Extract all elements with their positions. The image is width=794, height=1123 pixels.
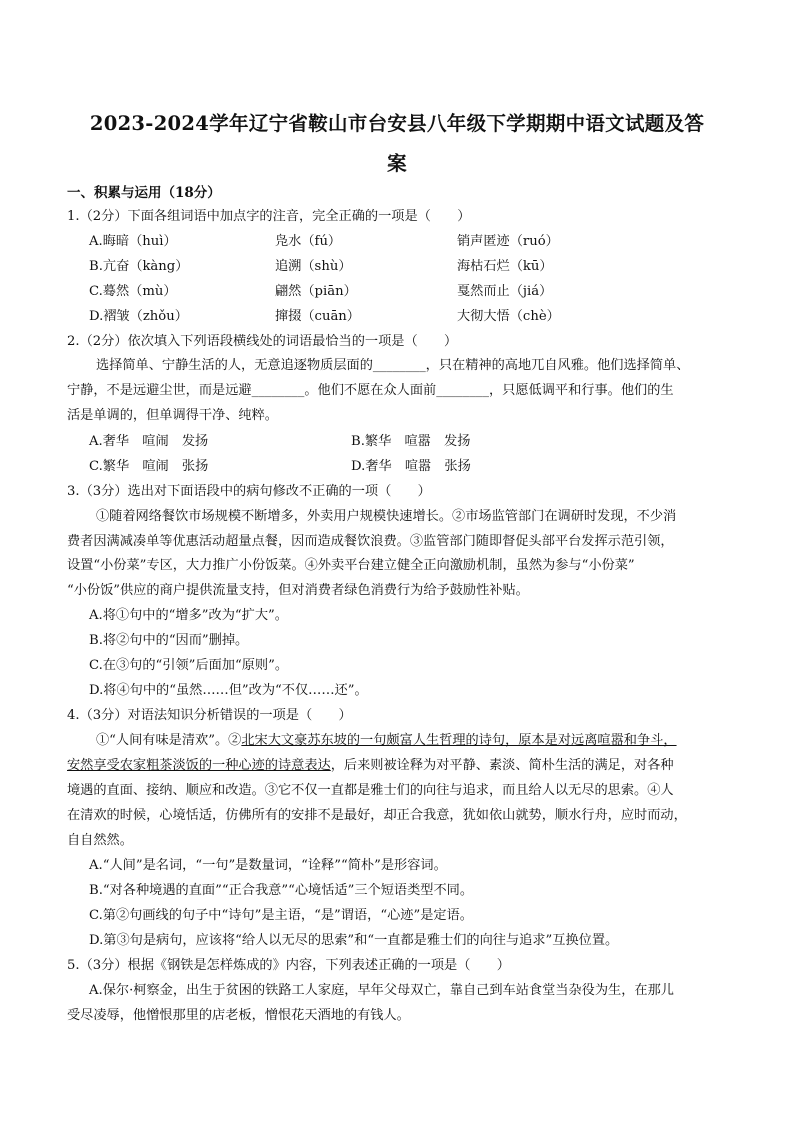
q1-option: C.蓦然（mù） [89,284,177,299]
q1-option: D.褶皱（zhǒu） [89,309,188,324]
q4-passage-segment: ①“人间有味是清欢”。② [96,733,242,748]
q3-passage-line: 费者因满减凑单等优惠活动超量点餐，因而造成餐饮浪费。③监管部门随即督促头部平台发挥示范引领， [67,534,674,549]
q4-option: A.“人间”是名词，“一句”是数量词，“诠释”“简朴”是形容词。 [89,858,447,873]
q1-option: 海枯石烂（kū） [457,259,553,274]
q4-option: C.第②句画线的句子中“诗句”是主语，“是”谓语，“心迹”是定语。 [89,908,473,923]
question-5-stem: 5.（3分）根据《钢铁是怎样炼成的》内容，下列表述正确的一项是（ ） [67,958,510,973]
q1-option: 戛然而止（jiá） [457,284,553,299]
question-3-stem: 3.（3分）选出对下面语段中的病句修改不正确的一项（ ） [67,484,431,499]
q2-passage-line: 活是单调的，但单调得干净、纯粹。 [67,408,278,423]
q4-passage-line: 境遇的直面、接纳、顺应和改造。③它不仅一直都是雅士们的向往与追求，而且给人以无尽的思索。④人 [67,783,674,798]
question-2-stem: 2.（2分）依次填入下列语段横线处的词语最恰当的一项是（ ） [67,334,458,349]
document-title-line-1: 2023-2024学年辽宁省鞍山市台安县八年级下学期期中语文试题及答 [89,112,705,135]
q3-passage-line: ①随着网络餐饮市场规模不断增多，外卖用户规模快速增长。②市场监管部门在调研时发现，不少消 [96,509,677,524]
q3-passage-line: 设置“小份菜”专区，大力推广小份饭菜。④外卖平台建立健全正向激励机制，虽然为参与“小份菜” [67,558,635,573]
document-title-line-2: 案 [387,152,407,175]
q2-passage-line: 宁静，不是远避尘世，而是远避________。他们不愿在众人面前________，只愿低调平和行事。他们的生 [67,383,674,398]
q4-underlined-sentence: 安然享受农家粗茶淡饭的一种心迹的诗意表达 [67,758,331,773]
section-heading: 一、积累与运用（18分） [67,185,221,201]
q2-option: B.繁华 喧嚣 发扬 [351,434,471,449]
q5-option-line: A.保尔·柯察金，出生于贫困的铁路工人家庭，早年父母双亡，靠自己到车站食堂当杂役为生，在那儿 [89,983,674,998]
q4-option: D.第③句是病句，应该将“给人以无尽的思索”和“一直都是雅士们的向往与追求”互换位置。 [89,933,619,948]
q3-option: D.将④句中的“虽然……但”改为“不仅……还”。 [89,683,368,698]
q4-passage-line [67,757,674,775]
q3-option: A.将①句中的“增多”改为“扩大”。 [89,608,288,623]
q4-passage-segment: ，后来则被诠释为对平静、素淡、简朴生活的满足，对各种 [330,758,674,773]
q4-underlined-sentence: 北宋大文豪苏东坡的一句颇富人生哲理的诗句，原本是对远离喧嚣和争斗， [241,733,677,748]
q3-option: B.将②句中的“因而”删掉。 [89,633,249,648]
q4-passage-line [96,732,677,750]
q1-option: 销声匿迹（ruó） [457,234,559,249]
q3-option: C.在③句的“引领”后面加“原则”。 [89,658,289,673]
q3-passage-line: “小份饭”供应的商户提供流量支持，但对消费者绿色消费行为给予鼓励性补贴。 [67,583,529,598]
q1-option: A.晦暗（huì） [89,234,177,249]
q1-option: 翩然（piān） [275,284,357,299]
q4-passage-line: 自自然然。 [67,833,133,848]
q1-option: 大彻大悟（chè） [457,309,560,324]
q4-passage-line: 在清欢的时候，心境恬适，仿佛所有的安排不是最好，却正合我意，犹如依山就势，顺水行舟，应时而动， [67,808,687,823]
q2-option: A.奢华 喧闹 发扬 [89,434,209,449]
q5-option-line: 受尽凌辱，他憎恨那里的店老板，憎恨花天酒地的有钱人。 [67,1008,410,1023]
q1-option: 撺掇（cuān） [275,309,360,324]
q1-option: 追溯（shù） [275,259,352,274]
q4-option: B.“对各种境遇的直面”“正合我意”“心境恬适”三个短语类型不同。 [89,883,474,898]
q2-option: D.奢华 喧嚣 张扬 [351,459,471,474]
question-1-stem: 1.（2分）下面各组词语中加点字的注音，完全正确的一项是（ ） [67,209,471,224]
q1-option: 凫水（fú） [275,234,342,249]
q2-option: C.繁华 喧闹 张扬 [89,459,209,474]
question-4-stem: 4.（3分）对语法知识分析错误的一项是（ ） [67,708,352,723]
q2-passage-line: 选择简单、宁静生活的人，无意追逐物质层面的________，只在精神的高地兀自风雅。他们选择简单、 [96,358,690,373]
q1-option: B.亢奋（kàng） [89,259,189,274]
